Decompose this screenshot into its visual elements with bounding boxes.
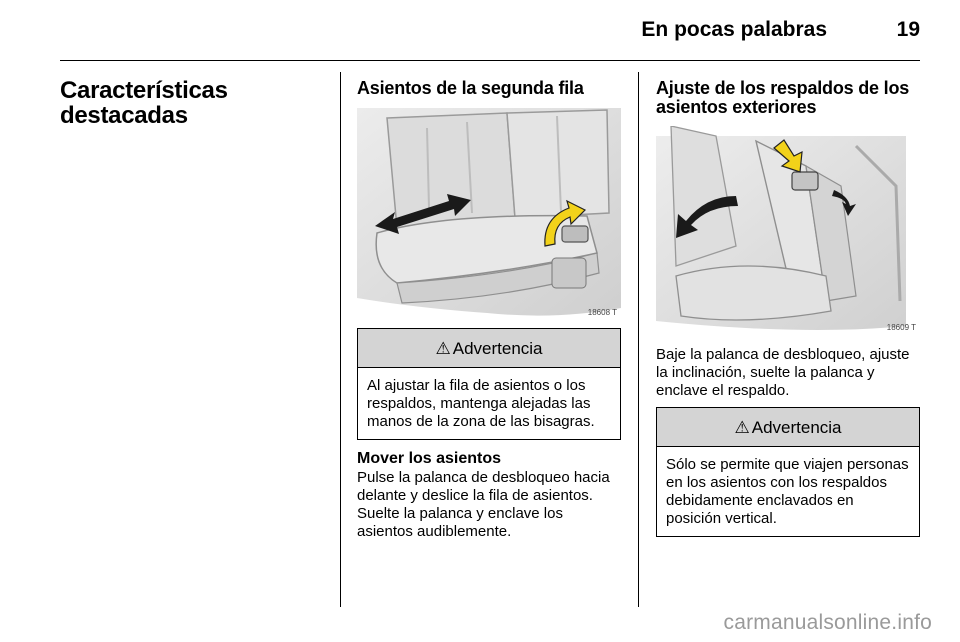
warning-title: Advertencia <box>452 339 543 358</box>
column-divider-2 <box>638 72 639 607</box>
seatback-adjust-text: Baje la palanca de desbloqueo, ajuste la inclinación, suelte la palanca y enclave el respaldo. <box>656 346 910 399</box>
warning-text: Al ajustar la fila de asientos o los respaldos, mantenga alejadas las manos de la zona de las bisagras. <box>367 377 595 430</box>
warning-box-1 <box>357 328 621 440</box>
move-seats-subheading: Mover los asientos <box>357 450 502 467</box>
warning-box-2 <box>656 407 920 537</box>
warning-header <box>657 408 919 447</box>
rear-seat-slide-illustration <box>357 108 621 321</box>
warning-triangle-icon: ⚠ <box>435 339 451 358</box>
warning-header <box>358 329 620 368</box>
col3-heading: Ajuste de los respaldos de los asientos exteriores <box>656 78 910 117</box>
rear-seat-slide-figure <box>357 108 621 321</box>
column-divider-1 <box>340 72 341 607</box>
figure-code: 18608 T <box>587 308 617 317</box>
header-rule <box>60 60 920 61</box>
move-seats-text: Pulse la palanca de desbloqueo hacia delante y deslice la fila de asientos. Suelte la palanca y enclave los asientos audiblemente. <box>357 469 610 540</box>
seatback-adjust-figure <box>656 126 920 336</box>
warning-text: Sólo se permite que viajen personas en los asientos con los respaldos debidamente enclavados en posición vertical. <box>666 456 909 527</box>
seatback-adjust-illustration <box>656 126 920 336</box>
watermark: carmanualsonline.info <box>723 611 932 634</box>
warning-title: Advertencia <box>751 418 842 437</box>
col2-heading: Asientos de la segunda fila <box>357 78 584 98</box>
running-header-title: En pocas palabras <box>641 18 827 41</box>
warning-triangle-icon: ⚠ <box>734 418 750 437</box>
page-number: 19 <box>896 18 920 41</box>
section-title: Características destacadas <box>60 77 228 129</box>
figure-code: 18609 T <box>886 323 916 332</box>
